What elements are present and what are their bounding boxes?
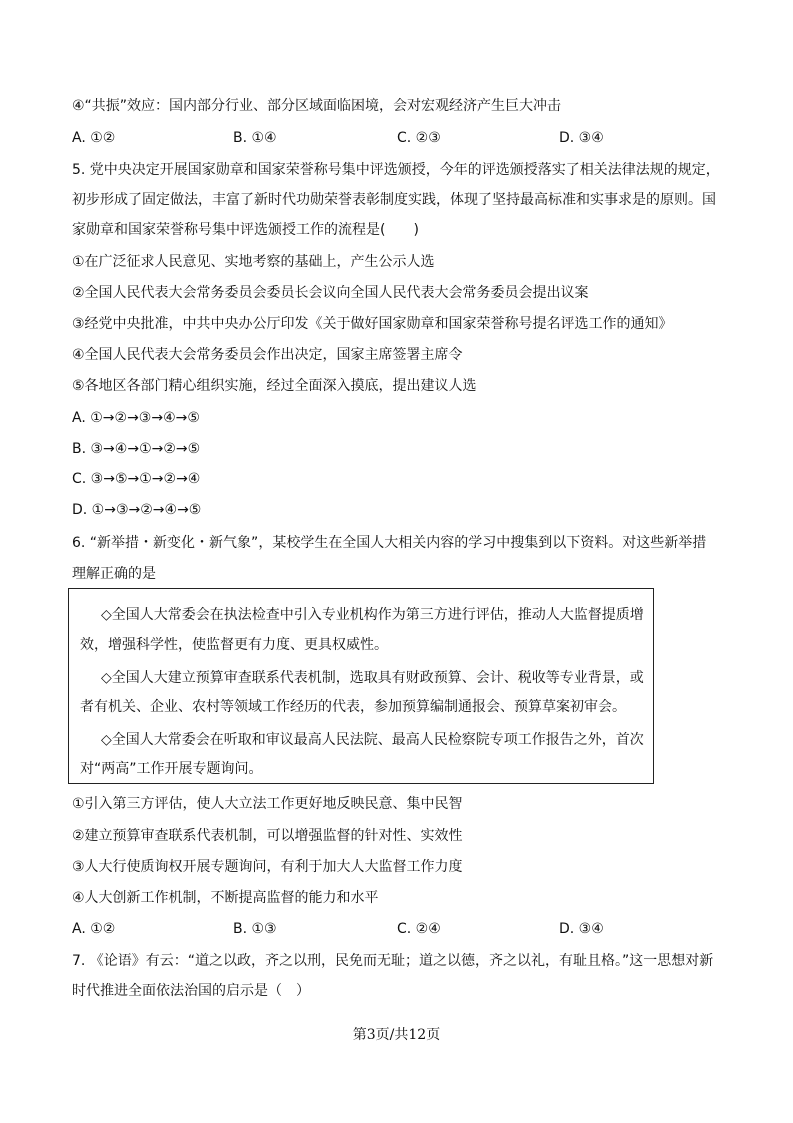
box-para-2-line-1: ◇全国人大建立预算审查联系代表机制，选取具有财政预算、会计、税收等专业背景，或 xyxy=(101,670,644,686)
q5-option-d[interactable]: D. ①→③→②→④→⑤ xyxy=(72,502,202,518)
page-number: 第3页/共12页 xyxy=(352,1027,441,1043)
q6-option-c[interactable]: C. ②④ xyxy=(397,921,441,937)
q7-stem-line-1: 7. 《论语》有云：“道之以政，齐之以刑，民免而无耻；道之以德，齐之以礼，有耻且格。”这一思想对新 xyxy=(72,953,714,969)
q6-stem-line-2: 理解正确的是 xyxy=(72,566,156,582)
q6-item-1: ①引入第三方评估，使人大立法工作更好地反映民意、集中民智 xyxy=(72,796,463,812)
q7-stem-line-2: 时代推进全面依法治国的启示是（ ） xyxy=(72,983,310,999)
q5-item-2: ②全国人民代表大会常务委员会委员长会议向全国人民代表大会常务委员会提出议案 xyxy=(72,285,589,301)
q4-option-b[interactable]: B. ①④ xyxy=(233,130,277,146)
box-para-3-line-2: 对“两高”工作开展专题询问。 xyxy=(80,761,263,777)
q5-option-b[interactable]: B. ③→④→①→②→⑤ xyxy=(72,441,201,457)
q5-stem-line-2: 初步形成了固定做法，丰富了新时代功勋荣誉表彰制度实践，体现了坚持最高标准和实事求是的原则。国 xyxy=(72,192,716,208)
q6-item-2: ②建立预算审查联系代表机制，可以增强监督的针对性、实效性 xyxy=(72,828,463,844)
box-para-1-line-2: 效，增强科学性，使监督更有力度、更具权威性。 xyxy=(80,637,388,653)
q4-option-d[interactable]: D. ③④ xyxy=(559,130,604,146)
q6-option-b[interactable]: B. ①③ xyxy=(233,921,277,937)
q4-options xyxy=(72,128,712,148)
q6-option-a[interactable]: A. ①② xyxy=(72,921,116,937)
q5-item-5: ⑤各地区各部门精心组织实施，经过全面深入摸底，提出建议人选 xyxy=(72,378,477,394)
q4-item-4: ④“共振”效应：国内部分行业、部分区域面临困境，会对宏观经济产生巨大冲击 xyxy=(72,98,562,114)
q5-item-4: ④全国人民代表大会常务委员会作出决定，国家主席签署主席令 xyxy=(72,347,463,363)
q5-option-c[interactable]: C. ③→⑤→①→②→④ xyxy=(72,471,201,487)
q6-options xyxy=(72,919,712,939)
box-para-1-line-1: ◇全国人大常委会在执法检查中引入专业机构作为第三方进行评估，推动人大监督提质增 xyxy=(101,607,644,623)
q4-option-c[interactable]: C. ②③ xyxy=(397,130,441,146)
q6-item-3: ③人大行使质询权开展专题询问，有利于加大人大监督工作力度 xyxy=(72,859,463,875)
box-para-3-line-1: ◇全国人大常委会在听取和审议最高人民法院、最高人民检察院专项工作报告之外，首次 xyxy=(101,732,644,748)
q5-item-1: ①在广泛征求人民意见、实地考察的基础上，产生公示人选 xyxy=(72,254,435,270)
q4-option-a[interactable]: A. ①② xyxy=(72,130,116,146)
q6-material-box xyxy=(68,588,654,784)
q5-option-a[interactable]: A. ①→②→③→④→⑤ xyxy=(72,410,200,426)
q6-stem-line-1: 6. “新举措・新变化・新气象”，某校学生在全国人大相关内容的学习中搜集到以下资料。对这些新举措 xyxy=(72,535,707,551)
q6-option-d[interactable]: D. ③④ xyxy=(559,921,604,937)
box-para-2-line-2: 者有机关、企业、农村等领域工作经历的代表，参加预算编制通报会、预算草案初审会。 xyxy=(80,699,626,715)
q5-stem-line-3: 家勋章和国家荣誉称号集中评选颁授工作的流程是( ) xyxy=(72,222,419,238)
q5-item-3: ③经党中央批准，中共中央办公厅印发《关于做好国家勋章和国家荣誉称号提名评选工作的通知》 xyxy=(72,316,673,332)
q5-stem-line-1: 5. 党中央决定开展国家勋章和国家荣誉称号集中评选颁授，今年的评选颁授落实了相关法律法规的规定， xyxy=(72,162,720,178)
q6-item-4: ④人大创新工作机制，不断提高监督的能力和水平 xyxy=(72,890,379,906)
